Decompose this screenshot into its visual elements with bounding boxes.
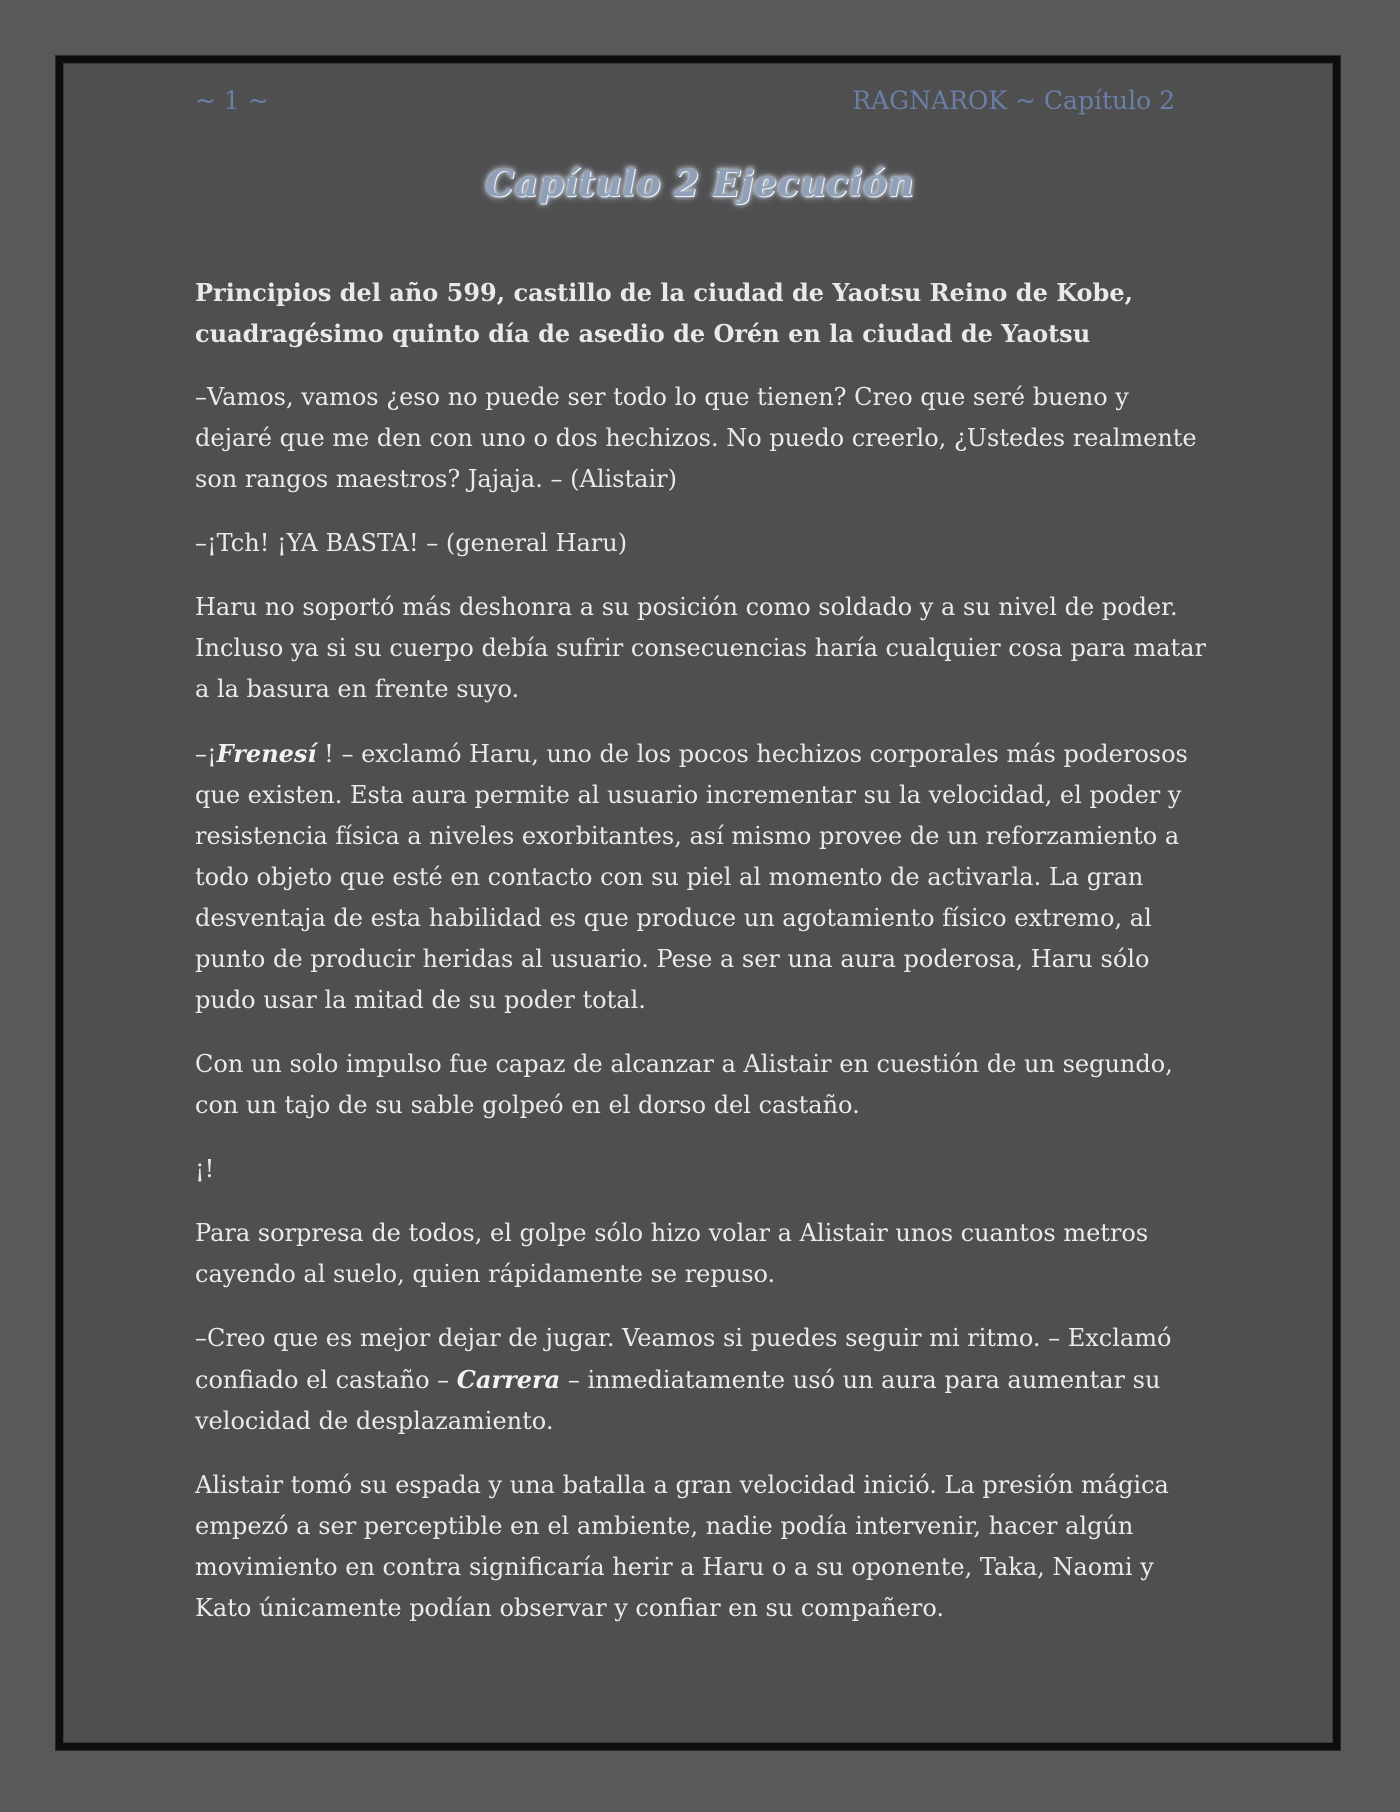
- paragraph: –Vamos, vamos ¿eso no puede ser todo lo que tienen? Creo que seré bueno y dejaré que me den con uno o dos hechizos. No puedo creerlo, ¿Ustedes realmente son rangos maestros? Jajaja. – (Alistair): [195, 383, 1197, 493]
- running-header: [195, 82, 1175, 118]
- paragraph: Alistair tomó su espada y una batalla a gran velocidad inició. La presión mágica empezó a ser perceptible en el ambiente, nadie podía intervenir, hacer algún movimiento en contra significaría herir a Haru o a su oponente, Taka, Naomi y Kato únicamente podían observar y confiar en su compañero.: [195, 1471, 1169, 1622]
- spell-name: Carrera: [456, 1365, 561, 1394]
- chapter-body: [195, 272, 1210, 1652]
- paragraph: Con un solo impulso fue capaz de alcanzar a Alistair en cuestión de un segundo, con un tajo de su sable golpeó en el dorso del castaño.: [195, 1050, 1173, 1119]
- paragraph: ¡!: [195, 1155, 215, 1183]
- running-title: RAGNAROK ~ Capítulo 2: [852, 85, 1175, 115]
- paragraph: [195, 733, 1210, 1021]
- page-number: ~ 1 ~: [195, 85, 269, 115]
- paragraph-text: –Creo que es mejor dejar de jugar. Veamos si puedes seguir mi ritmo. – Exclamó confiado el castaño –: [195, 1324, 1172, 1394]
- paragraph: Haru no soportó más deshonra a su posición como soldado y a su nivel de poder. Incluso ya si su cuerpo debía sufrir consecuencias haría cualquier cosa para matar a la basura en frente suyo.: [195, 593, 1206, 703]
- intro-paragraph: Principios del año 599, castillo de la ciudad de Yaotsu Reino de Kobe, cuadragésimo quinto día de asedio de Orén en la ciudad de Yaotsu: [195, 278, 1133, 348]
- paragraph: –¡Tch! ¡YA BASTA! – (general Haru): [195, 529, 628, 557]
- paragraph-text: ! – exclamó Haru, uno de los pocos hechizos corporales más poderosos que existen. Esta aura permite al usuario incrementar su la velocidad, el poder y resistencia física a niveles exorbitantes, así mismo provee de un reforzamiento a todo objeto que esté en contacto con su piel al momento de activarla. La gran desventaja de esta habilidad es que produce un agotamiento físico extremo, al punto de producir heridas al usuario. Pese a ser una aura poderosa, Haru sólo pudo usar la mitad de su poder total.: [195, 740, 1188, 1014]
- paragraph-text: –¡: [195, 740, 217, 768]
- spell-name: Frenesí: [216, 739, 317, 768]
- paragraph: Para sorpresa de todos, el golpe sólo hizo volar a Alistair unos cuantos metros cayendo al suelo, quien rápidamente se repuso.: [195, 1219, 1149, 1288]
- chapter-title: Capítulo 2 Ejecución: [485, 163, 915, 205]
- paragraph-text: – inmediatamente usó un aura para aumentar su velocidad de desplazamiento.: [195, 1366, 1161, 1435]
- paragraph: [195, 1318, 1210, 1442]
